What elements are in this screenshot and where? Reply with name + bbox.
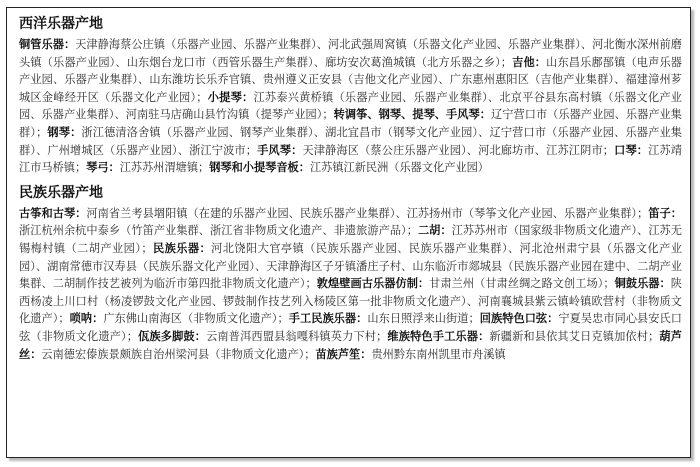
place-list: 宁夏吴忠市同心县安氏口弦（非物质文化遗产）； [19,312,682,343]
entry-suona [70,312,289,325]
place-list: 广东佛山南海区（非物质文化遗产）； [103,312,289,326]
place-list: 江苏泰兴黄桥镇（乐器产业园、乐器产业集群）、北京平谷县东高村镇（乐器文化产业园、乐器产业集群）、河南驻马店确山县竹沟镇（提琴产业园）； [19,90,682,122]
category-label: 口琴： [613,143,649,157]
western-section-title: 西洋乐器产地 [19,16,103,32]
category-label: 古筝和古琴： [19,206,87,220]
entry-miao-lusheng [315,348,505,361]
place-list: 云南德宏傣族景颇族自治州梁河县（非物质文化遗产）； [41,347,316,361]
place-list: 山东昌乐鄌郚镇（电声乐器产业园、乐器产业集群）、山东潍坊长乐乔官镇、贵州遵义正安县（吉他文化产业园）、广东惠州惠阳区（吉他产业集群）、福建漳州芗城区金峰经开区（乐器文化产业园）； [19,55,682,104]
place-list: 浙江德清洛舍镇（乐器产业园、钢琴产业集群）、湖北宜昌市（钢琴文化产业园）、辽宁营口市（乐器产业园、乐器产业集群）、广州增城区（乐器产业园）、浙江宁波市； [19,125,682,157]
place-list: 河北饶阳大官亭镇（民族乐器产业园、民族乐器产业集群）、河北沧州肃宁县（乐器文化产业园）、湖南常德市汉寿县（民族乐器文化产业园）、天津静海区子牙镇潘庄子村、山东临沂市郯城县（民族乐器产业园在建中、二胡产业集群、二胡制作技艺被列为临沂市第四批非物质文化遗产）； [19,241,682,291]
place-list: 陕西杨凌上川口村（杨凌锣鼓文化产业园、锣鼓制作技艺列入杨陵区第一批非物质文化遗产）、河南襄城县紫云镇岭镇欧营村（非物质文化遗产）； [19,277,682,326]
ethnic-section-title: 民族乐器产地 [19,184,103,201]
place-list: 天津静海区（蔡公庄乐器产业园）、河北廊坊市、江苏江阴市； [302,143,614,157]
category-label: 苗族芦笙： [315,347,372,361]
entry-wa-drum [138,330,387,343]
category-label: 琴弓： [86,161,120,175]
entry-guzheng-guqin [19,207,648,220]
category-label: 小提琴： [207,90,254,104]
category-label: 民族乐器： [152,241,212,255]
category-label: 唢呐： [69,312,104,326]
entry-dunhuang [317,277,615,290]
category-label: 吉他： [512,55,547,69]
entry-soundboard [209,161,489,174]
category-label: 佤族多脚鼓： [137,329,207,343]
place-list: 江苏苏州渭塘镇； [119,161,210,175]
category-label: 回族特色口弦： [479,312,559,326]
western-paragraph [19,36,682,177]
entry-bow [86,161,209,174]
place-list: 浙江杭州余杭中泰乡（竹笛产业集群、浙江省非物质文化遗产、非遗旅游产品）； [19,224,418,238]
place-list: 江苏苏州市（国家级非物质文化遗产）、江苏无锡梅村镇（二胡产业园）； [19,224,682,255]
place-list: 江苏靖江市马桥镇； [19,143,682,175]
category-label: 手工民族乐器： [288,312,368,326]
place-list: 天津静海蔡公庄镇（乐器产业园、乐器产业集群）、河北武强周窝镇（乐器文化产业园、乐器产业集群）、河北衡水深州前磨头镇（乐器产业园）、山东烟台龙口市（西管乐器生产集群）、廊坊安次葛渔城镇（北方乐器之乡）； [19,38,682,69]
card-content [7,8,690,363]
category-label: 维族特色手工乐器： [387,329,490,343]
place-list: 江苏镇江新民洲（乐器文化产业园） [309,161,489,175]
category-label: 铜鼓乐器： [614,277,671,291]
category-label: 铜管乐器： [19,38,76,51]
category-label: 敦煌壁画古乐器仿制： [316,277,430,291]
place-list: 甘肃兰州（甘肃丝绸之路文创工场）； [429,277,615,291]
ethnic-paragraph [19,205,682,363]
info-card [6,7,691,458]
category-label: 笛子： [648,206,682,220]
category-label: 葫芦丝： [19,329,682,361]
category-label: 钢琴： [47,125,82,139]
category-label: 二胡： [417,224,452,238]
entry-accordion [257,144,614,157]
entry-uyghur-handmade [387,330,659,343]
category-label: 转调筝、钢琴、提琴、手风琴： [333,108,491,122]
category-label: 手风琴： [256,143,303,157]
place-list: 山东日照浮来山街道； [367,312,480,326]
category-label: 钢琴和小提琴音板： [209,161,310,175]
place-list: 新疆新和县依其艾日克镇加依村； [489,329,660,343]
entry-handmade-ethnic [289,312,480,325]
place-list: 河南省兰考县堌阳镇（在建的乐器产业园、民族乐器产业集群）、江苏扬州市（琴筝文化产业园、乐器产业集群）； [86,206,649,220]
place-list: 贵州黔东南州凯里市舟溪镇 [371,347,506,361]
place-list: 云南普洱西盟县翁嘎科镇英力下村； [206,329,388,343]
place-list: 辽宁营口市（乐器产业园、乐器产业集群）； [19,108,682,139]
